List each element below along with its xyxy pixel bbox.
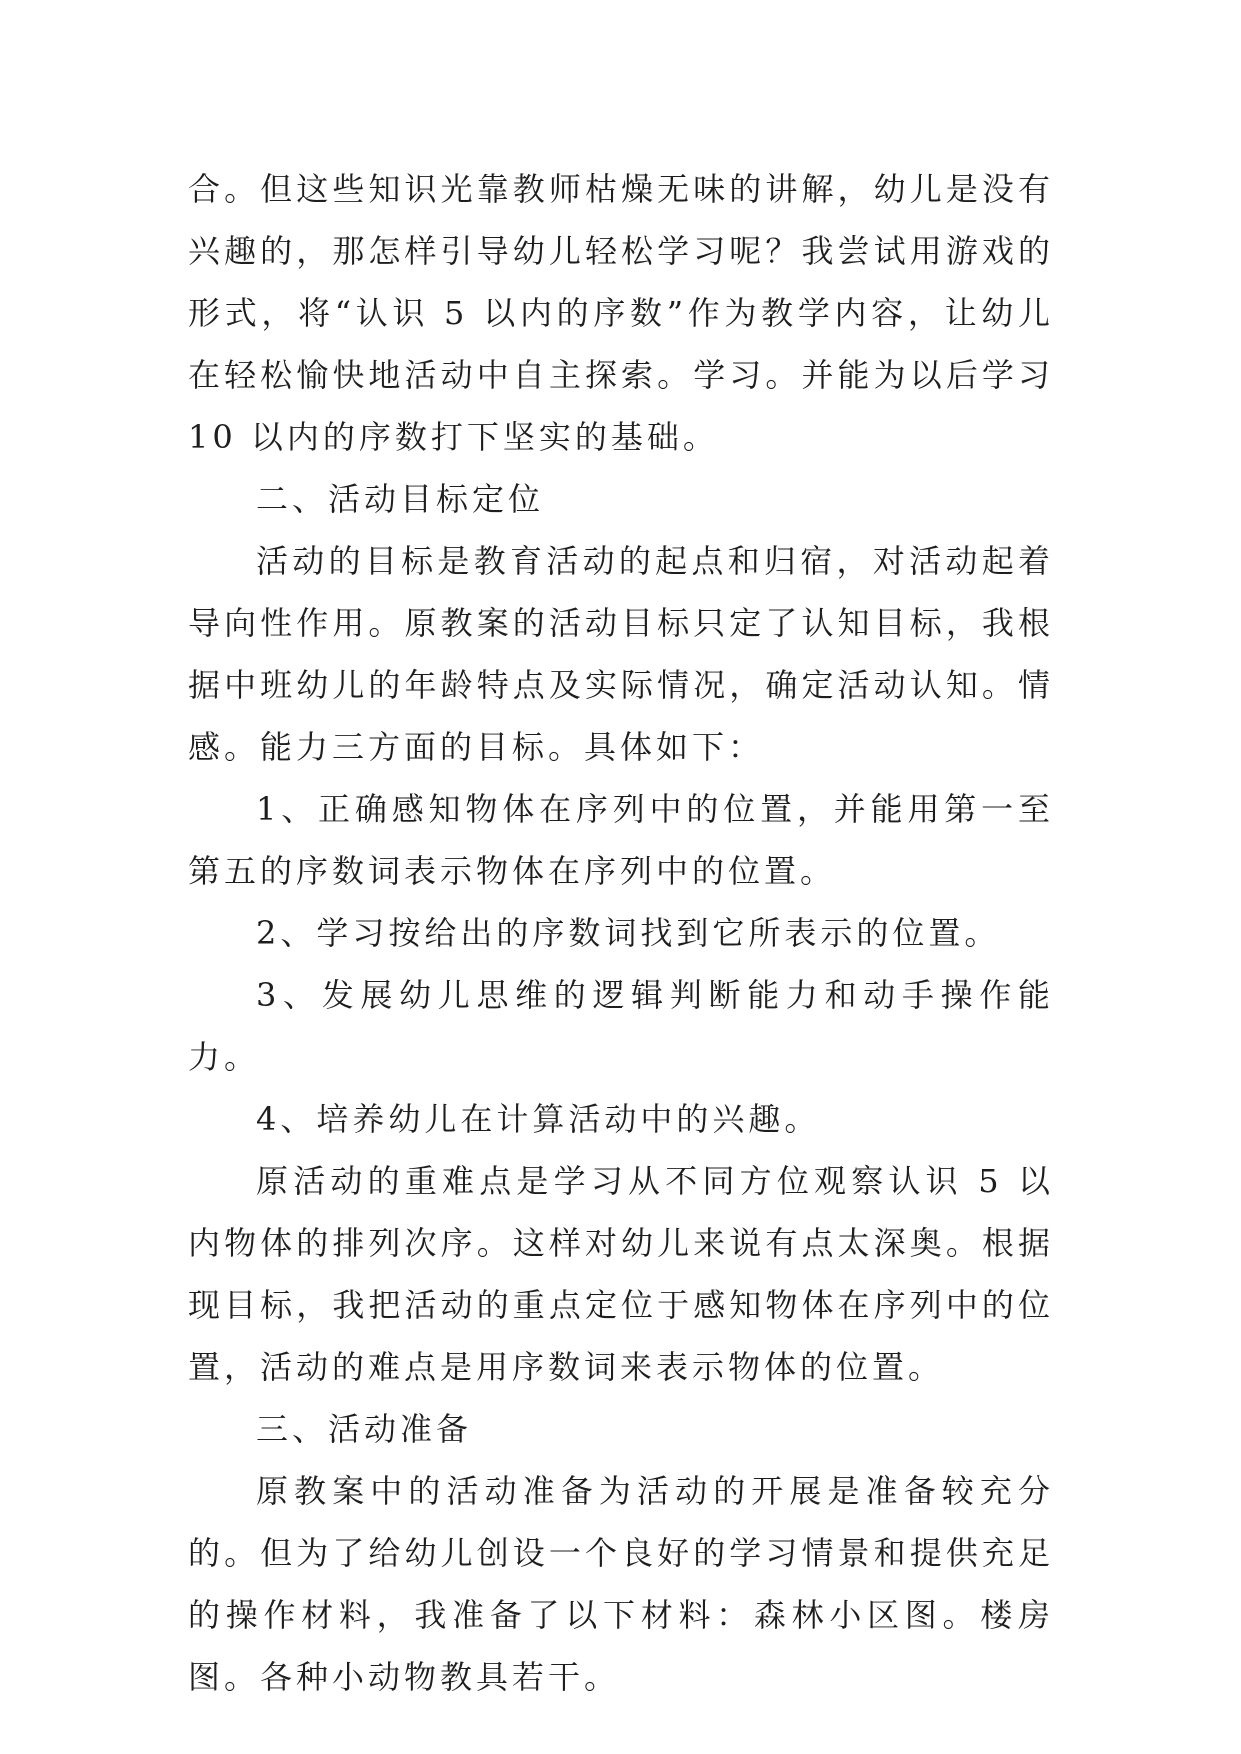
goal-item-4: 4、培养幼儿在计算活动中的兴趣。 <box>256 1100 821 1138</box>
paragraph-preparation: 原教案中的活动准备为活动的开展是准备较充分的。但为了给幼儿创设一个良好的学习情景和提供充足的操作材料，我准备了以下材料：森林小区图。楼房图。各种小动物教具若干。 <box>188 1472 1054 1696</box>
goal-item-1: 1、正确感知物体在序列中的位置，并能用第一至第五的序数词表示物体在序列中的位置。 <box>188 790 1054 890</box>
goal-item-3: 3、发展幼儿思维的逻辑判断能力和动手操作能力。 <box>188 976 1054 1076</box>
paragraph-intro-continuation: 合。但这些知识光靠教师枯燥无味的讲解，幼儿是没有兴趣的，那怎样引导幼儿轻松学习呢？我尝试用游戏的形式，将“认识 5 以内的序数”作为教学内容，让幼儿在轻松愉快地活动中自主探索。学习。并能为以后学习 10 以内的序数打下坚实的基础。 <box>188 170 1054 456</box>
paragraph-goals-description: 活动的目标是教育活动的起点和归宿，对活动起着导向性作用。原教案的活动目标只定了认知目标，我根据中班幼儿的年龄特点及实际情况，确定活动认知。情感。能力三方面的目标。具体如下： <box>188 542 1054 766</box>
section-heading-activity-preparation: 三、活动准备 <box>256 1410 473 1448</box>
goal-item-2: 2、学习按给出的序数词找到它所表示的位置。 <box>256 914 1001 952</box>
document-page <box>188 158 1054 1708</box>
section-heading-activity-goals: 二、活动目标定位 <box>256 480 545 518</box>
paragraph-key-difficulties: 原活动的重难点是学习从不同方位观察认识 5 以内物体的排列次序。这样对幼儿来说有点太深奥。根据现目标，我把活动的重点定位于感知物体在序列中的位置，活动的难点是用序数词来表示物体的位置。 <box>188 1162 1054 1386</box>
